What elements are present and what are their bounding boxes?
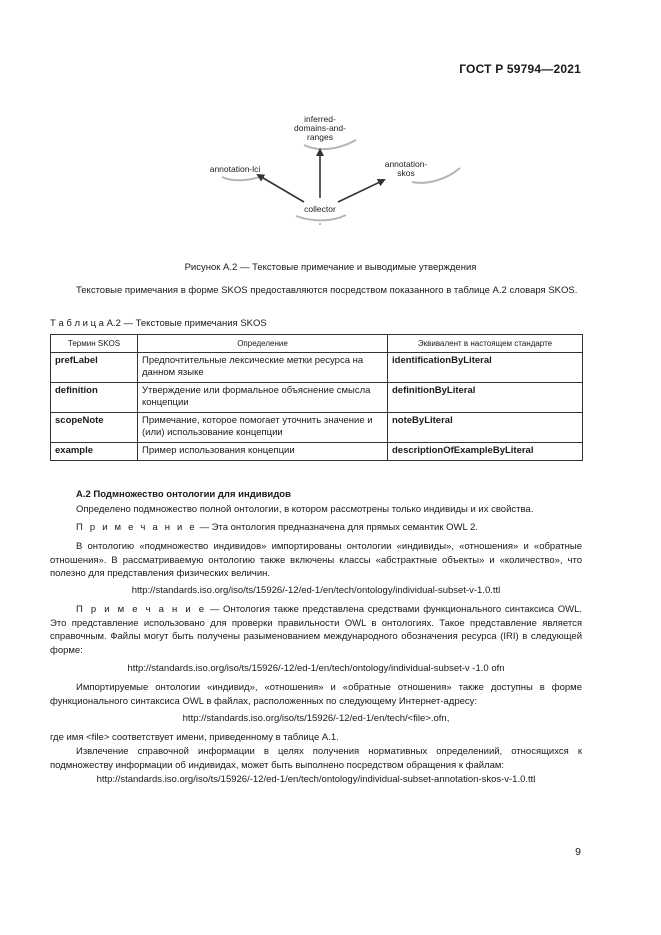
table-row [51,353,583,383]
note-2 [50,603,582,657]
url-1: http://standards.iso.org/iso/ts/15926/-12/ed-1/en/tech/ontology/individual-subset-v-1.0.ttl [131,585,501,596]
note-1 [50,521,582,535]
table-caption-prefix: Т а б л и ц а [50,318,104,329]
skos-table [50,334,583,461]
row-term: scopeNote [51,413,138,443]
row-term: example [51,443,138,461]
node-annotation-skos: annotation- skos [384,159,428,178]
standard-code: ГОСТ Р 59794—2021 [459,62,581,76]
intro-paragraph: Текстовые примечания в форме SKOS предоставляются посредством показанного в таблице А.2 словаря SKOS. [76,285,578,296]
note-2-label: П р и м е ч а н и е [76,604,207,615]
lci-curve [222,176,262,180]
url-2: http://standards.iso.org/iso/ts/15926/-12/ed-1/en/tech/ontology/individual-subset-v -1.0 ofn [127,663,505,674]
row-equivalent: identificationByLiteral [388,353,583,383]
note-1-text: — Эта онтология предназначена для прямых семантик OWL 2. [196,522,478,533]
table-caption-text: А.2 — Текстовые примечания SKOS [106,318,267,329]
section-paragraph-5: Извлечение справочной информации в целях получения нормативных определениий, относящихся к подмножеству информации об индивидах, может быть выполнено посредством обращения к файлам: [50,746,582,771]
collector-dot [319,223,321,225]
url-4: http://standards.iso.org/iso/ts/15926/-12/ed-1/en/tech/ontology/individual-subset-annotation-skos-v-1.0.ttl [96,774,536,785]
node-inferred-domains-and-ranges: inferred- domains-and- ranges [294,114,346,142]
section-paragraph-1: Определено подмножество полной онтологии, в котором рассмотрены только индивиды и их свойства. [76,504,534,515]
section-paragraph-4: где имя <file> соответствует имени, приведенному в таблице А.1. [50,732,339,743]
header-definition: Определение [138,335,388,353]
table-header-row [51,335,583,353]
note-1-label: П р и м е ч а н и е [76,522,197,533]
collector-curve [296,215,346,220]
row-definition: Примечание, которое помогает уточнить значение и (или) использование концепции [138,413,388,443]
row-term: prefLabel [51,353,138,383]
header-term: Термин SKOS [51,335,138,353]
section-paragraph-3: Импортируемые онтологии «индивид», «отношения» и «обратные отношения» также доступны в форме функционального синтаксиса OWL в файлах, расположенных по следующему Интернет-адресу: [50,682,582,707]
row-equivalent: definitionByLiteral [388,383,583,413]
row-equivalent: noteByLiteral [388,413,583,443]
note-2-text: — Онтология также представлена средствами функционального синтаксиса OWL. Это представление использовано для проверки правильности OWL в онтологиях. Такое представление является справочным. Файлы могут быть получены разыменованием международного обозначения ресурса (IRI) в следующей форме: [50,604,583,656]
row-definition: Утверждение или формальное объяснение смысла концепции [138,383,388,413]
section-paragraph-2: В онтологию «подмножество индивидов» импортированы онтологии «индивиды», «отношения» и «обратные отношения». В рассматриваемую онтологию также включены классы «абстрактные объекты» и «количество», что полезно для представления физических величин. [50,541,582,579]
node-collector: collector [304,204,336,214]
table-row [51,413,583,443]
arrow-to-lci [258,175,304,202]
table-caption [50,318,267,329]
page-number: 9 [575,846,581,858]
url-3: http://standards.iso.org/iso/ts/15926/-12/ed-1/en/tech/<file>.ofn, [182,713,450,724]
node-annotation-lci: annotation-lci [209,164,261,174]
section-heading: А.2 Подмножество онтологии для индивидов [76,489,291,500]
table-row [51,443,583,461]
row-term: definition [51,383,138,413]
arrow-to-skos [338,180,384,202]
row-definition: Предпочтительные лексические метки ресурса на данном языке [138,353,388,383]
header-equivalent: Эквивалент в настоящем стандарте [388,335,583,353]
row-equivalent: descriptionOfExampleByLiteral [388,443,583,461]
figure-caption: Рисунок А.2 — Текстовые примечание и выводимые утверждения [184,262,477,273]
row-definition: Пример использования концепции [138,443,388,461]
table-row [51,383,583,413]
